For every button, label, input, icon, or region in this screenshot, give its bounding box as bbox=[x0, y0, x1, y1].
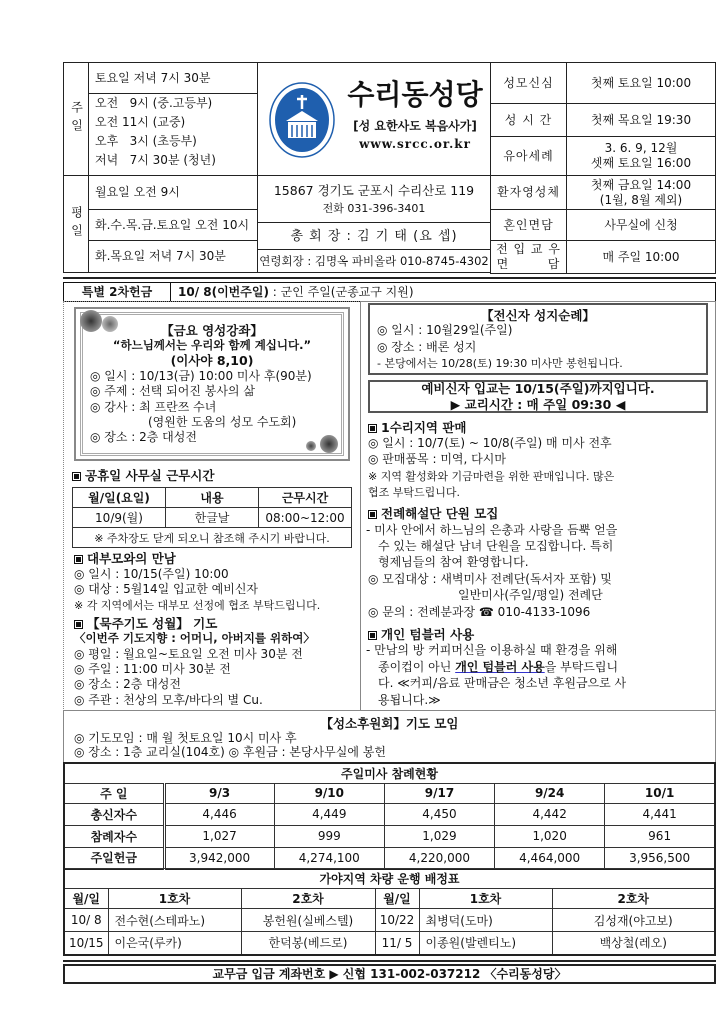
square-bullet-icon bbox=[72, 472, 81, 481]
attendance-cell: 총신자수 bbox=[64, 803, 164, 825]
car-row bbox=[64, 932, 715, 955]
patron-saint: [성 요한사도 복음사가] bbox=[353, 119, 477, 133]
lecture-quote: “하느님께서는 우리와 함께 계십니다.” bbox=[112, 338, 312, 352]
rosary-heading: 【묵주기도 성월】 기도 bbox=[74, 616, 217, 631]
elder-president: 연령회장 : 김명옥 파비올라 010-8745-4302 bbox=[257, 249, 491, 273]
weekday-mass: 화.수.목.금.토요일 오전 10시 bbox=[88, 209, 258, 241]
liturgy-heading: 전례해설단 단원 모집 bbox=[368, 506, 498, 521]
car-cell: 봉헌원(실베스텔) bbox=[241, 909, 375, 932]
liturgy-line: 수 있는 해설단 남녀 단원을 모집합니다. 특히 bbox=[378, 539, 614, 553]
website-link[interactable]: www.srcc.or.kr bbox=[359, 137, 471, 151]
car-header-row bbox=[64, 889, 715, 909]
divider bbox=[63, 960, 716, 962]
decor-dot-icon bbox=[306, 441, 316, 451]
catechumen-notice: 예비신자 입교는 10/15(주일)까지입니다. bbox=[421, 381, 655, 396]
car-cell: 한덕봉(베드로) bbox=[241, 932, 375, 955]
schedule-value: 첫째 금요일 14:00 (1월, 8월 제외) bbox=[566, 175, 716, 210]
godparent-heading: 대부모와의 만남 bbox=[74, 551, 176, 566]
sale-line: 협조 부탁드립니다. bbox=[368, 486, 461, 499]
sunday-masses: 오전 9시 (중.고등부) 오전 11시 (교중) 오후 3시 (초등부) 저녁 7시 30분 (청년) bbox=[88, 93, 258, 176]
schedule-label: 성모신심 bbox=[490, 62, 567, 104]
special-collection-row bbox=[63, 282, 716, 302]
car-cell: 전수현(스테파노) bbox=[108, 909, 241, 932]
tumbler-line: 종이컵이 아닌 개인 텀블러 사용을 부탁드립니 bbox=[378, 660, 619, 674]
lecture-line: (영원한 도움의 성모 수도회) bbox=[148, 415, 297, 429]
attendance-cell: 4,220,000 bbox=[384, 847, 494, 869]
tumbler-heading: 개인 텀블러 사용 bbox=[368, 627, 474, 642]
liturgy-line: - 미사 안에서 하느님의 은총과 사랑을 듬뿍 얻을 bbox=[366, 523, 618, 537]
lecture-line: ◎ 일시 : 10/13(금) 10:00 미사 후(90분) bbox=[90, 369, 312, 383]
special-collection-desc: : 군인 주일(군종교구 지원) bbox=[268, 285, 414, 299]
liturgy-line: 일반미사(주일/평일) 전례단 bbox=[458, 588, 603, 602]
weekday-label: 평일 bbox=[63, 175, 89, 273]
godparent-line: ※ 각 지역에서는 대부모 선정에 협조 부탁드립니다. bbox=[74, 599, 321, 612]
attendance-cell: 4,442 bbox=[495, 803, 605, 825]
car-header-cell: 1호차 bbox=[108, 889, 241, 909]
lecture-title: 【금요 영성강좌】 bbox=[161, 323, 263, 338]
attendance-header-cell: 10/1 bbox=[605, 783, 715, 803]
schedule-value: 첫째 토요일 10:00 bbox=[566, 62, 716, 104]
attendance-cell: 3,942,000 bbox=[164, 847, 274, 869]
car-cell: 이은국(루카) bbox=[108, 932, 241, 955]
attendance-header-row bbox=[64, 783, 715, 803]
church-title-block bbox=[257, 62, 491, 176]
weekday-mass: 화.목요일 저녁 7시 30분 bbox=[88, 240, 258, 273]
vocation-title: 【성소후원회】기도 모임 bbox=[320, 716, 459, 731]
vocation-line: ◎ 장소 : 1층 교리실(104호) ◎ 후원금 : 본당사무실에 봉헌 bbox=[74, 745, 386, 759]
attendance-cell: 4,450 bbox=[384, 803, 494, 825]
lecture-line: ◎ 강사 : 최 프란쯔 수녀 bbox=[90, 400, 217, 414]
attendance-cell: 1,029 bbox=[384, 825, 494, 847]
lecture-line: ◎ 장소 : 2층 대성전 bbox=[90, 430, 197, 444]
car-cell: 10/ 8 bbox=[64, 909, 108, 932]
vocation-line: ◎ 기도모임 : 매 월 첫토요일 10시 미사 후 bbox=[74, 731, 297, 745]
weekday-mass: 월요일 오전 9시 bbox=[88, 175, 258, 210]
schedule-label: 혼인면담 bbox=[490, 209, 567, 241]
tumbler-line: 용됩니다.≫ bbox=[378, 693, 441, 707]
godparent-line: ◎ 대상 : 5월14일 입교한 예비신자 bbox=[74, 582, 259, 596]
holiday-table: 월/일(요일) 내용 근무시간 10/9(월) 한글날 08:00~12:00 ※ 주차장도 닫게 되오니 참조해 주시기 바랍니다. bbox=[72, 487, 352, 548]
tumbler-line: - 만남의 방 커피머신을 이용하실 때 환경을 위해 bbox=[366, 643, 618, 657]
rosary-line: ◎ 주관 : 천상의 모후/바다의 별 Cu. bbox=[74, 693, 263, 707]
schedule-label: 성 시 간 bbox=[490, 103, 567, 137]
square-bullet-icon bbox=[368, 631, 377, 640]
rosary-intention: 〈이번주 기도지향 : 어머니, 아버지를 위하여〉 bbox=[74, 631, 315, 645]
car-header-cell: 1호차 bbox=[419, 889, 552, 909]
sale-heading: 1수리지역 판매 bbox=[368, 420, 467, 435]
attendance-row bbox=[64, 825, 715, 847]
schedule-value: 첫째 목요일 19:30 bbox=[566, 103, 716, 137]
pilgrimage-line: ◎ 장소 : 배론 성지 bbox=[377, 340, 477, 354]
sunday-label: 주일 bbox=[63, 62, 89, 176]
sunday-sat-mass: 토요일 저녁 7시 30분 bbox=[88, 62, 258, 94]
attendance-cell: 3,956,500 bbox=[605, 847, 715, 869]
liturgy-line: 형제님들의 참여 환영합니다. bbox=[378, 555, 529, 569]
attendance-cell: 참례자수 bbox=[64, 825, 164, 847]
attendance-cell: 4,464,000 bbox=[495, 847, 605, 869]
pilgrimage-title: 【전신자 성지순례】 bbox=[481, 308, 595, 323]
attendance-row bbox=[64, 803, 715, 825]
special-collection-date: 10/ 8(이번주일) bbox=[178, 285, 269, 299]
car-header-cell: 2호차 bbox=[552, 889, 715, 909]
church-logo-icon bbox=[268, 81, 336, 159]
car-row bbox=[64, 909, 715, 932]
car-cell: 최병덕(도마) bbox=[419, 909, 552, 932]
car-header-cell: 월/일 bbox=[375, 889, 419, 909]
address-block: 15867 경기도 군포시 수리산로 119 전화 031-396-3401 bbox=[257, 175, 491, 223]
car-cell: 10/15 bbox=[64, 932, 108, 955]
rosary-line: ◎ 주일 : 11:00 미사 30분 전 bbox=[74, 662, 231, 676]
church-name: 수리동성당 bbox=[347, 78, 483, 111]
pilgrimage-line: - 본당에서는 10/28(토) 19:30 미사만 봉헌됩니다. bbox=[377, 357, 623, 370]
attendance-header-cell: 9/10 bbox=[274, 783, 384, 803]
lecture-reference: (이사야 8,10) bbox=[170, 353, 254, 368]
pilgrimage-line: ◎ 일시 : 10월29일(주일) bbox=[377, 323, 513, 337]
rosary-line: ◎ 장소 : 2층 대성전 bbox=[74, 677, 181, 691]
square-bullet-icon bbox=[74, 620, 83, 629]
catechism-time: ▶ 교리시간 : 매 주일 09:30 ◀ bbox=[450, 397, 626, 412]
attendance-cell: 1,027 bbox=[164, 825, 274, 847]
tumbler-line: 다. ≪커피/음료 판매금은 청소년 후원금으로 사 bbox=[378, 676, 627, 690]
decor-dot-icon bbox=[320, 435, 338, 453]
attendance-header-cell: 9/24 bbox=[495, 783, 605, 803]
godparent-line: ◎ 일시 : 10/15(주일) 10:00 bbox=[74, 567, 229, 581]
schedule-label: 유아세례 bbox=[490, 136, 567, 176]
rosary-line: ◎ 평일 : 월요일~토요일 오전 미사 30분 전 bbox=[74, 647, 303, 661]
car-cell: 이종원(발렌티노) bbox=[419, 932, 552, 955]
car-cell: 11/ 5 bbox=[375, 932, 419, 955]
square-bullet-icon bbox=[368, 510, 377, 519]
lecture-line: ◎ 주제 : 선택 되어진 봉사의 삶 bbox=[90, 384, 255, 398]
attendance-table bbox=[63, 762, 716, 870]
special-collection-label: 특별 2차헌금 bbox=[64, 283, 171, 301]
attendance-header-cell: 9/3 bbox=[164, 783, 274, 803]
square-bullet-icon bbox=[368, 424, 377, 433]
car-cell: 10/22 bbox=[375, 909, 419, 932]
square-bullet-icon bbox=[74, 555, 83, 564]
attendance-header-cell: 9/17 bbox=[384, 783, 494, 803]
attendance-cell: 주일헌금 bbox=[64, 847, 164, 869]
sale-line: ◎ 일시 : 10/7(토) ~ 10/8(주일) 매 미사 전후 bbox=[368, 436, 612, 450]
attendance-cell: 4,449 bbox=[274, 803, 384, 825]
attendance-row bbox=[64, 847, 715, 869]
car-header-cell: 월/일 bbox=[64, 889, 108, 909]
car-cell: 김성재(야고보) bbox=[552, 909, 715, 932]
offering-account: 교무금 입금 계좌번호 ▶ 신협 131-002-037212 〈수리동성당〉 bbox=[63, 964, 716, 984]
holiday-office-heading: 공휴일 사무실 근무시간 bbox=[72, 468, 214, 483]
schedule-label: 환자영성체 bbox=[490, 175, 567, 210]
schedule-value: 매 주일 10:00 bbox=[566, 240, 716, 274]
attendance-header-cell: 주 일 bbox=[64, 783, 164, 803]
car-schedule-title: 가야지역 차량 운행 배정표 bbox=[64, 869, 715, 889]
liturgy-line: ◎ 문의 : 전례분과장 ☎ 010-4133-1096 bbox=[368, 605, 591, 619]
schedule-value: 3. 6. 9, 12월 셋째 토요일 16:00 bbox=[566, 136, 716, 176]
attendance-cell: 4,446 bbox=[164, 803, 274, 825]
car-cell: 백상철(레오) bbox=[552, 932, 715, 955]
car-schedule-table bbox=[63, 868, 716, 956]
schedule-value: 사무실에 신청 bbox=[566, 209, 716, 241]
sale-line: ※ 지역 활성화와 기금마련을 위한 판매입니다. 많은 bbox=[368, 470, 615, 483]
liturgy-line: ◎ 모집대상 : 새벽미사 전례단(독서자 포함) 및 bbox=[368, 572, 612, 586]
attendance-cell: 4,274,100 bbox=[274, 847, 384, 869]
parish-president: 총 회 장 : 김 기 태 (요 셉) bbox=[257, 222, 491, 250]
divider bbox=[63, 277, 716, 279]
sale-line: ◎ 판매품목 : 미역, 다시마 bbox=[368, 452, 506, 466]
attendance-cell: 1,020 bbox=[495, 825, 605, 847]
attendance-cell: 999 bbox=[274, 825, 384, 847]
attendance-title: 주일미사 참례현황 bbox=[64, 763, 715, 783]
schedule-label: 전 입 교 우 면 담 bbox=[490, 240, 567, 274]
attendance-cell: 4,441 bbox=[605, 803, 715, 825]
car-header-cell: 2호차 bbox=[241, 889, 375, 909]
attendance-cell: 961 bbox=[605, 825, 715, 847]
